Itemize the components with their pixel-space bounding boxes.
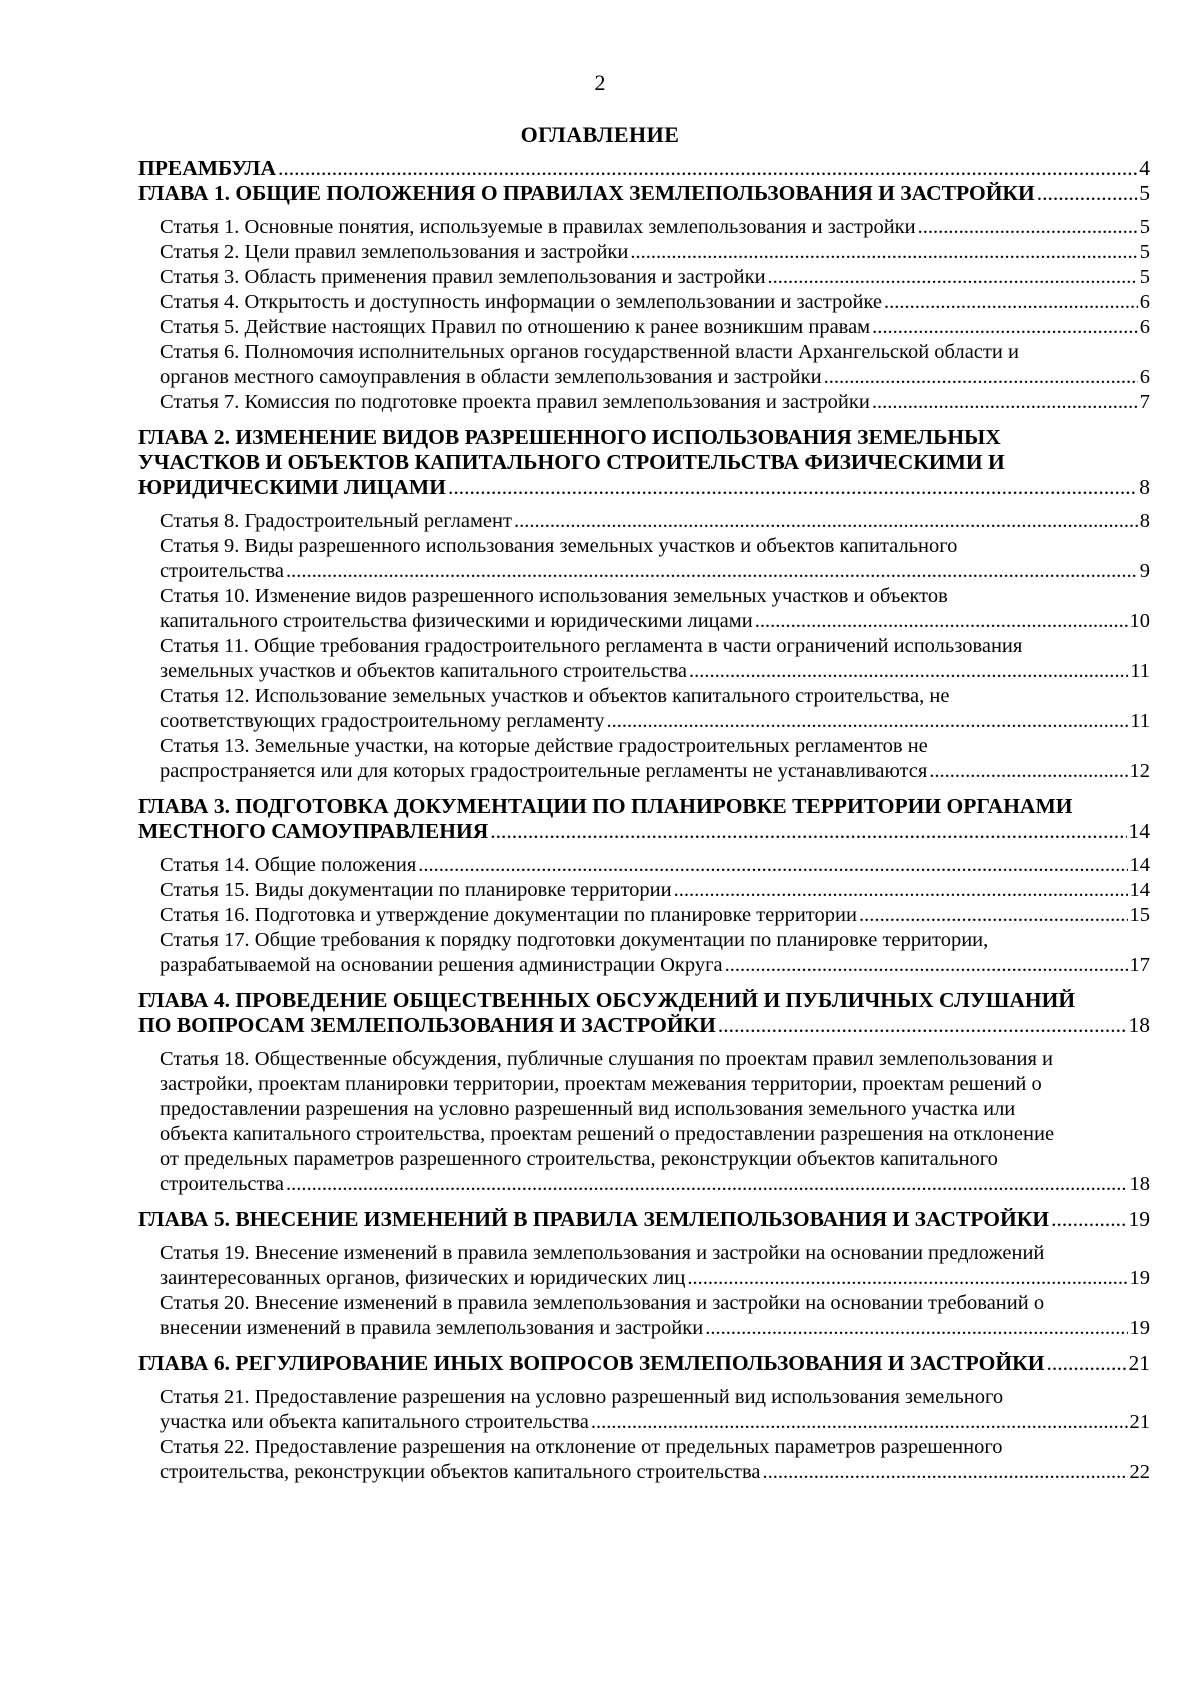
toc-page-number: 21: [1129, 1411, 1150, 1433]
dot-leader: [718, 1013, 1127, 1038]
dot-leader: [630, 240, 1137, 265]
toc-article-entry: [160, 1047, 1150, 1197]
toc-article-entry: [160, 290, 1150, 315]
toc-page-number: 5: [1139, 181, 1150, 205]
toc-article-entry: [160, 634, 1150, 684]
toc-article-entry: [160, 734, 1150, 784]
toc-article-entry: [160, 903, 1150, 928]
toc-article-entry: [160, 509, 1150, 534]
toc-entry-text: ГЛАВА 1. ОБЩИЕ ПОЛОЖЕНИЯ О ПРАВИЛАХ ЗЕМЛЕПОЛЬЗОВАНИЯ И ЗАСТРОЙКИ: [138, 181, 1035, 205]
toc-page-number: 11: [1130, 710, 1150, 732]
toc-article-entry: [160, 1435, 1150, 1485]
toc-page-number: 19: [1129, 1267, 1150, 1289]
toc-page-number: 6: [1139, 291, 1150, 313]
dot-leader: [687, 1266, 1127, 1291]
dot-leader: [872, 390, 1138, 415]
toc-entry-text: строительства: [160, 1173, 284, 1195]
toc-entry-text: Статья 6. Полномочия исполнительных органов государственной власти Архангельской области и: [160, 341, 1019, 363]
toc-page-number: 19: [1129, 1317, 1150, 1339]
dot-leader: [286, 1172, 1128, 1197]
toc-article-entry: [160, 1291, 1150, 1341]
dot-leader: [1046, 1351, 1126, 1376]
toc-entry-text: УЧАСТКОВ И ОБЪЕКТОВ КАПИТАЛЬНОГО СТРОИТЕЛЬСТВА ФИЗИЧЕСКИМИ И: [138, 450, 1005, 474]
toc-entry-text: Статья 1. Основные понятия, используемые в правилах землепользования и застройки: [160, 216, 916, 238]
table-of-contents: [138, 156, 1150, 1485]
toc-entry-text: застройки, проектам планировки территории, проектам межевания территории, проектам решений о: [160, 1073, 1042, 1095]
toc-entry-text: разрабатываемой на основании решения администрации Округа: [160, 954, 723, 976]
dot-leader: [705, 1316, 1127, 1341]
dot-leader: [755, 609, 1128, 634]
page-number: 2: [594, 70, 606, 95]
toc-entry-text: ГЛАВА 2. ИЗМЕНЕНИЕ ВИДОВ РАЗРЕШЕННОГО ИСПОЛЬЗОВАНИЯ ЗЕМЕЛЬНЫХ: [138, 425, 1001, 449]
toc-entry-text: Статья 4. Открытость и доступность информации о землепользовании и застройке: [160, 291, 883, 313]
toc-page-number: 18: [1129, 1173, 1150, 1195]
toc-entry-text: земельных участков и объектов капитального строительства: [160, 660, 688, 682]
toc-entry-text: внесении изменений в правила землепользования и застройки: [160, 1317, 704, 1339]
toc-entry-text: ГЛАВА 6. РЕГУЛИРОВАНИЕ ИНЫХ ВОПРОСОВ ЗЕМЛЕПОЛЬЗОВАНИЯ И ЗАСТРОЙКИ: [138, 1351, 1045, 1375]
toc-title: ОГЛАВЛЕНИЕ: [520, 122, 680, 147]
toc-entry-text: от предельных параметров разрешенного строительства, реконструкции объектов капитального: [160, 1148, 998, 1170]
dot-leader: [490, 819, 1126, 844]
toc-page-number: 5: [1139, 241, 1150, 263]
dot-leader: [448, 475, 1137, 500]
dot-leader: [872, 315, 1138, 340]
dot-leader: [514, 509, 1138, 534]
toc-article-entry: [160, 534, 1150, 584]
toc-page-number: 14: [1129, 879, 1150, 901]
toc-chapter-entry: [138, 1351, 1150, 1376]
toc-entry-text: строительства: [160, 560, 284, 582]
dot-leader: [591, 1410, 1128, 1435]
dot-leader: [725, 953, 1128, 978]
toc-entry-text: Статья 7. Комиссия по подготовке проекта правил землепользования и застройки: [160, 391, 870, 413]
toc-entry-text: распространяется или для которых градостроительные регламенты не устанавливаются: [160, 760, 928, 782]
toc-page-number: 17: [1129, 954, 1150, 976]
toc-page-number: 21: [1128, 1351, 1150, 1375]
toc-entry-text: Статья 10. Изменение видов разрешенного использования земельных участков и объектов: [160, 585, 948, 607]
toc-page-number: 5: [1139, 266, 1150, 288]
toc-entry-text: Статья 19. Внесение изменений в правила землепользования и застройки на основании предложений: [160, 1242, 1045, 1264]
toc-entry-text: заинтересованных органов, физических и юридических лиц: [160, 1267, 686, 1289]
toc-article-entry: [160, 1385, 1150, 1435]
toc-entry-text: Статья 18. Общественные обсуждения, публичные слушания по проектам правил землепользования и: [160, 1048, 1054, 1070]
dot-leader: [674, 878, 1128, 903]
toc-page-number: 5: [1139, 216, 1150, 238]
toc-entry-text: капитального строительства физическими и юридическими лицами: [160, 610, 753, 632]
toc-entry-text: соответствующих градостроительному регламенту: [160, 710, 605, 732]
toc-article-entry: [160, 878, 1150, 903]
toc-entry-text: Статья 22. Предоставление разрешения на отклонение от предельных параметров разрешенного: [160, 1436, 1003, 1458]
dot-leader: [824, 365, 1138, 390]
toc-article-entry: [160, 340, 1150, 390]
toc-page-number: 6: [1139, 366, 1150, 388]
dot-leader: [1051, 1207, 1126, 1232]
toc-entry-text: Статья 21. Предоставление разрешения на условно разрешенный вид использования земельного: [160, 1386, 1004, 1408]
toc-entry-text: ПРЕАМБУЛА: [138, 156, 276, 180]
toc-page-number: 9: [1139, 560, 1150, 582]
dot-leader: [859, 903, 1128, 928]
dot-leader: [763, 1460, 1128, 1485]
toc-entry-text: ПО ВОПРОСАМ ЗЕМЛЕПОЛЬЗОВАНИЯ И ЗАСТРОЙКИ: [138, 1013, 716, 1037]
toc-entry-text: ГЛАВА 5. ВНЕСЕНИЕ ИЗМЕНЕНИЙ В ПРАВИЛА ЗЕМЛЕПОЛЬЗОВАНИЯ И ЗАСТРОЙКИ: [138, 1207, 1050, 1231]
toc-entry-text: органов местного самоуправления в области землепользования и застройки: [160, 366, 822, 388]
toc-chapter-entry: [138, 156, 1150, 181]
toc-page-number: 10: [1129, 610, 1150, 632]
dot-leader: [606, 709, 1128, 734]
toc-article-entry: [160, 240, 1150, 265]
toc-page-number: 12: [1129, 760, 1150, 782]
dot-leader: [768, 265, 1138, 290]
dot-leader: [884, 290, 1138, 315]
toc-article-entry: [160, 684, 1150, 734]
dot-leader: [418, 853, 1127, 878]
dot-leader: [929, 759, 1127, 784]
toc-entry-text: Статья 3. Область применения правил землепользования и застройки: [160, 266, 766, 288]
toc-page-number: 4: [1139, 156, 1150, 180]
toc-entry-text: объекта капитального строительства, проектам решений о предоставлении разрешения на отклонение: [160, 1123, 1055, 1145]
toc-chapter-entry: [138, 181, 1150, 206]
toc-article-entry: [160, 928, 1150, 978]
toc-chapter-entry: [138, 988, 1150, 1038]
toc-page-number: 15: [1129, 904, 1150, 926]
toc-chapter-entry: [138, 425, 1150, 500]
toc-entry-text: Статья 15. Виды документации по планировке территории: [160, 879, 672, 901]
toc-entry-text: строительства, реконструкции объектов капитального строительства: [160, 1461, 761, 1483]
dot-leader: [278, 156, 1137, 181]
toc-entry-text: Статья 11. Общие требования градостроительного регламента в части ограничений использования: [160, 635, 1023, 657]
toc-page-number: 18: [1128, 1013, 1150, 1037]
toc-entry-text: Статья 8. Градостроительный регламент: [160, 510, 512, 532]
toc-page-number: 8: [1139, 475, 1150, 499]
dot-leader: [1037, 181, 1138, 206]
toc-entry-text: Статья 17. Общие требования к порядку подготовки документации по планировке территории,: [160, 929, 989, 951]
toc-entry-text: МЕСТНОГО САМОУПРАВЛЕНИЯ: [138, 819, 489, 843]
toc-entry-text: предоставлении разрешения на условно разрешенный вид использования земельного участка или: [160, 1098, 1016, 1120]
toc-page-number: 14: [1128, 819, 1150, 843]
dot-leader: [689, 659, 1128, 684]
toc-chapter-entry: [138, 794, 1150, 844]
toc-entry-text: Статья 13. Земельные участки, на которые действие градостроительных регламентов не: [160, 735, 928, 757]
toc-entry-text: Статья 12. Использование земельных участков и объектов капитального строительства, не: [160, 685, 950, 707]
toc-article-entry: [160, 390, 1150, 415]
toc-page-number: 14: [1129, 854, 1150, 876]
toc-entry-text: участка или объекта капитального строительства: [160, 1411, 589, 1433]
toc-article-entry: [160, 315, 1150, 340]
toc-entry-text: Статья 9. Виды разрешенного использования земельных участков и объектов капитального: [160, 535, 958, 557]
toc-entry-text: Статья 2. Цели правил землепользования и застройки: [160, 241, 629, 263]
toc-chapter-entry: [138, 1207, 1150, 1232]
toc-page-number: 8: [1139, 510, 1150, 532]
toc-entry-text: Статья 16. Подготовка и утверждение документации по планировке территории: [160, 904, 857, 926]
toc-article-entry: [160, 853, 1150, 878]
toc-entry-text: Статья 5. Действие настоящих Правил по отношению к ранее возникшим правам: [160, 316, 871, 338]
toc-entry-text: ЮРИДИЧЕСКИМИ ЛИЦАМИ: [138, 475, 446, 499]
dot-leader: [918, 215, 1138, 240]
toc-page-number: 11: [1130, 660, 1150, 682]
toc-page-number: 7: [1139, 391, 1150, 413]
toc-article-entry: [160, 215, 1150, 240]
toc-page-number: 6: [1139, 316, 1150, 338]
toc-article-entry: [160, 1241, 1150, 1291]
toc-article-entry: [160, 584, 1150, 634]
toc-page-number: 22: [1129, 1461, 1150, 1483]
toc-entry-text: Статья 14. Общие положения: [160, 854, 417, 876]
toc-entry-text: Статья 20. Внесение изменений в правила землепользования и застройки на основании требований о: [160, 1292, 1045, 1314]
toc-entry-text: ГЛАВА 3. ПОДГОТОВКА ДОКУМЕНТАЦИИ ПО ПЛАНИРОВКЕ ТЕРРИТОРИИ ОРГАНАМИ: [138, 794, 1073, 818]
toc-entry-text: ГЛАВА 4. ПРОВЕДЕНИЕ ОБЩЕСТВЕННЫХ ОБСУЖДЕНИЙ И ПУБЛИЧНЫХ СЛУШАНИЙ: [138, 988, 1076, 1012]
dot-leader: [286, 559, 1138, 584]
toc-page-number: 19: [1128, 1207, 1150, 1231]
toc-article-entry: [160, 265, 1150, 290]
